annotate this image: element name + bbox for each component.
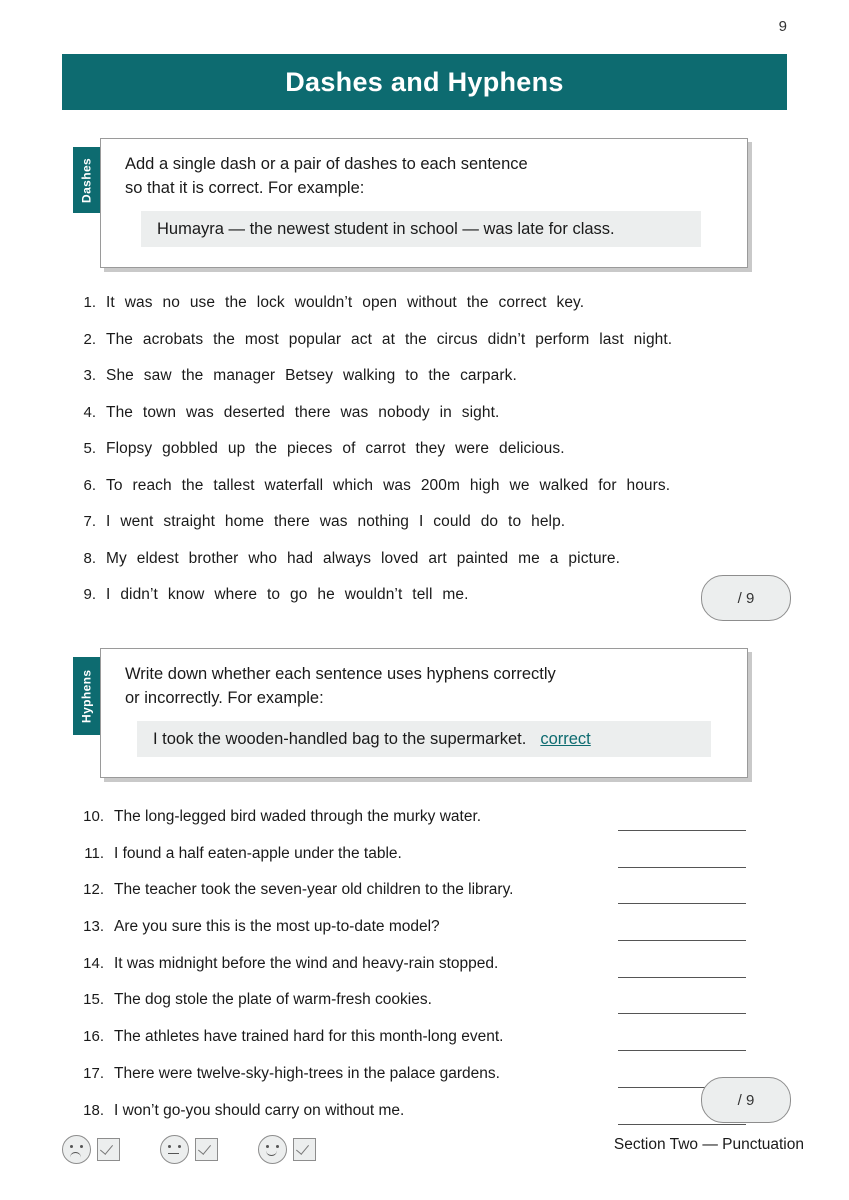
question-row[interactable] <box>62 808 792 845</box>
question-number: 9. <box>83 586 96 603</box>
question-text: Are you sure this is the most up-to-date model? <box>114 918 440 936</box>
smiley-pair-neutral[interactable] <box>160 1135 218 1164</box>
question-number: 5. <box>83 440 96 457</box>
question-text: My eldest brother who had always loved art painted me a picture. <box>106 549 621 567</box>
question-text: The teacher took the seven-year old children to the library. <box>114 881 514 899</box>
question-number: 4. <box>83 403 96 421</box>
question-number: 12. <box>83 881 104 899</box>
answer-blank[interactable] <box>618 903 746 904</box>
question-text: I found a half eaten-apple under the table. <box>114 844 402 862</box>
mouth <box>168 1149 179 1154</box>
instruction-line-2: so that it is correct. For example: <box>125 178 365 197</box>
answer-blank[interactable] <box>618 1013 746 1014</box>
question-row[interactable] <box>62 477 792 514</box>
eye-right <box>80 1145 83 1148</box>
question-number: 18. <box>83 1101 104 1119</box>
tick-checkbox[interactable] <box>293 1138 316 1161</box>
score-label: / 9 <box>737 589 755 607</box>
answer-blank[interactable] <box>618 1050 746 1051</box>
dashes-example-box <box>141 211 701 247</box>
question-number: 2. <box>83 330 96 348</box>
question-number: 6. <box>83 476 96 494</box>
question-text: I won’t go-you should carry on without me. <box>114 1101 405 1119</box>
question-number: 7. <box>83 513 96 530</box>
question-row[interactable] <box>62 294 792 331</box>
tick-checkbox[interactable] <box>195 1138 218 1161</box>
eye-left <box>70 1145 73 1148</box>
instruction-line-1: Write down whether each sentence uses hyphens correctly <box>125 665 556 683</box>
page-title-banner <box>62 54 787 110</box>
smiley-pair-happy[interactable] <box>258 1135 316 1164</box>
answer-blank[interactable] <box>618 977 746 978</box>
mouth <box>70 1152 81 1158</box>
answer-blank[interactable] <box>618 867 746 868</box>
happy-face-icon <box>258 1135 287 1164</box>
question-text: I went straight home there was nothing I could do to help. <box>106 513 566 530</box>
hyphens-question-list <box>62 808 792 1138</box>
question-row[interactable] <box>62 1065 792 1102</box>
question-text: She saw the manager Betsey walking to the carpark. <box>106 367 517 384</box>
hyphens-example-box <box>137 721 711 757</box>
question-text: It was midnight before the wind and heavy-rain stopped. <box>114 954 499 972</box>
instruction-box <box>79 648 748 778</box>
section-tab-hyphens: Hyphens <box>73 657 100 735</box>
sad-face-icon <box>62 1135 91 1164</box>
neutral-face-icon <box>160 1135 189 1164</box>
question-row[interactable] <box>62 404 792 441</box>
instruction-box <box>79 138 748 268</box>
question-row[interactable] <box>62 331 792 368</box>
question-text: There were twelve-sky-high-trees in the palace gardens. <box>114 1064 500 1082</box>
hyphens-instruction-block <box>79 648 748 778</box>
question-row[interactable] <box>62 1028 792 1065</box>
hyphens-example-answer: correct <box>540 729 591 748</box>
dashes-instruction-block <box>79 138 748 268</box>
tick-checkbox[interactable] <box>97 1138 120 1161</box>
question-number: 11. <box>84 844 104 862</box>
score-label: / 9 <box>737 1091 755 1109</box>
question-text: The athletes have trained hard for this month-long event. <box>114 1028 504 1046</box>
mouth <box>266 1149 277 1156</box>
question-text: Flopsy gobbled up the pieces of carrot they were delicious. <box>106 440 565 457</box>
question-number: 14. <box>83 954 104 972</box>
question-row[interactable] <box>62 991 792 1028</box>
section-tab-dashes: Dashes <box>73 147 100 213</box>
question-text: To reach the tallest waterfall which was 200m high we walked for hours. <box>106 476 671 494</box>
dashes-example-text: Humayra — the newest student in school — was late for class. <box>157 219 615 238</box>
hyphens-instruction-text <box>125 663 556 711</box>
dashes-instruction-text <box>125 153 528 201</box>
eye-left <box>266 1145 269 1148</box>
question-row[interactable] <box>62 845 792 882</box>
page-title: Dashes and Hyphens <box>285 66 564 97</box>
question-number: 15. <box>83 991 104 1009</box>
question-number: 17. <box>83 1064 104 1082</box>
smiley-pair-sad[interactable] <box>62 1135 120 1164</box>
instruction-line-2: or incorrectly. For example: <box>125 688 324 707</box>
eye-right <box>276 1145 279 1148</box>
question-row[interactable] <box>62 881 792 918</box>
instruction-line-1: Add a single dash or a pair of dashes to each sentence <box>125 155 528 173</box>
eye-right <box>178 1145 181 1148</box>
question-text: I didn’t know where to go he wouldn’t tell me. <box>106 586 469 603</box>
question-text: It was no use the lock wouldn’t open without the correct key. <box>106 294 585 311</box>
question-row[interactable] <box>62 367 792 404</box>
question-text: The town was deserted there was nobody in sight. <box>106 403 500 421</box>
question-number: 8. <box>83 549 96 567</box>
question-row[interactable] <box>62 513 792 550</box>
question-row[interactable] <box>62 918 792 955</box>
question-number: 16. <box>83 1028 104 1046</box>
question-text: The dog stole the plate of warm-fresh cookies. <box>114 991 432 1009</box>
answer-blank[interactable] <box>618 940 746 941</box>
question-row[interactable] <box>62 955 792 992</box>
question-number: 3. <box>83 367 96 384</box>
question-number: 10. <box>83 808 104 825</box>
question-row[interactable] <box>62 550 792 587</box>
hyphens-example-text: I took the wooden-handled bag to the supermarket. <box>153 729 527 748</box>
dashes-score-bubble[interactable] <box>701 575 791 621</box>
footer-section-label: Section Two — Punctuation <box>613 1136 804 1153</box>
question-text: The long-legged bird waded through the murky water. <box>114 808 482 825</box>
dashes-question-list <box>62 294 792 623</box>
answer-blank[interactable] <box>618 830 746 831</box>
question-row[interactable] <box>62 586 792 623</box>
hyphens-score-bubble[interactable] <box>701 1077 791 1123</box>
question-number: 1. <box>83 294 96 311</box>
question-text: The acrobats the most popular act at the circus didn’t perform last night. <box>106 330 673 348</box>
answer-blank[interactable] <box>618 1124 746 1125</box>
question-number: 13. <box>83 918 104 936</box>
question-row[interactable] <box>62 440 792 477</box>
self-assessment-smileys <box>62 1135 316 1164</box>
eye-left <box>168 1145 171 1148</box>
page-number: 9 <box>778 18 787 35</box>
question-row[interactable] <box>62 1102 792 1139</box>
